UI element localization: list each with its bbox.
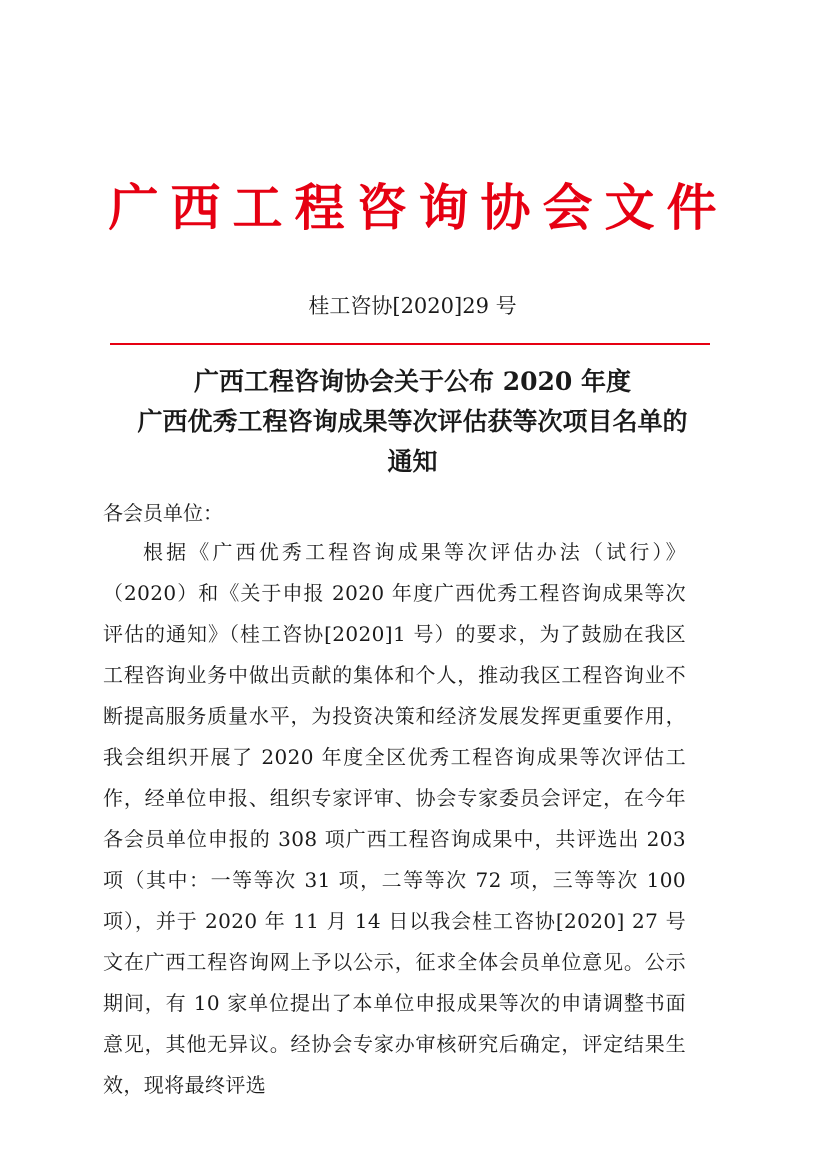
notice-title-line-2: 广西优秀工程咨询成果等次评估获等次项目名单的 (137, 407, 688, 436)
body-paragraph: 根据《广西优秀工程咨询成果等次评估办法（试行）》（2020）和《关于申报 2020 年度广西优秀工程咨询成果等次评估的通知》（桂工咨协[2020]1 号）的要求，为了鼓励在我区工程咨询业务中做出贡献的集体和个人，推动我区工程咨询业不断提高服务质量水平，为投资决策和经济发展发挥更重要作用，我会组织开展了 2020 年度全区优秀工程咨询成果等次评估工作，经单位申报、组织专家评审、协会专家委员会评定，在今年各会员单位申报的 308 项广西工程咨询成果中，共评选出 203 项（其中：一等等次 31 项，二等等次 72 项，三等等次 100 项），并于 2020 年 11 月 14 日以我会桂工咨协[2020] 27 号文在广西工程咨询网上予以公示，征求全体会员单位意见。公示期间，有 10 家单位提出了本单位申报成果等次的申请调整书面意见，其他无异议。经协会专家办审核研究后确定，评定结果生效，现将最终评选 (103, 540, 686, 1097)
document-number: 桂工咨协[2020]29 号 (308, 294, 517, 318)
notice-title-line-3: 通知 (387, 447, 438, 476)
red-divider-rule (110, 343, 710, 345)
salutation: 各会员单位： (103, 501, 223, 525)
notice-title (0, 362, 825, 482)
notice-title-line-1: 广西工程咨询协会关于公布 2020 年度 (194, 367, 631, 396)
issuer-header-title: 广西工程咨询协会文件 (108, 178, 729, 237)
